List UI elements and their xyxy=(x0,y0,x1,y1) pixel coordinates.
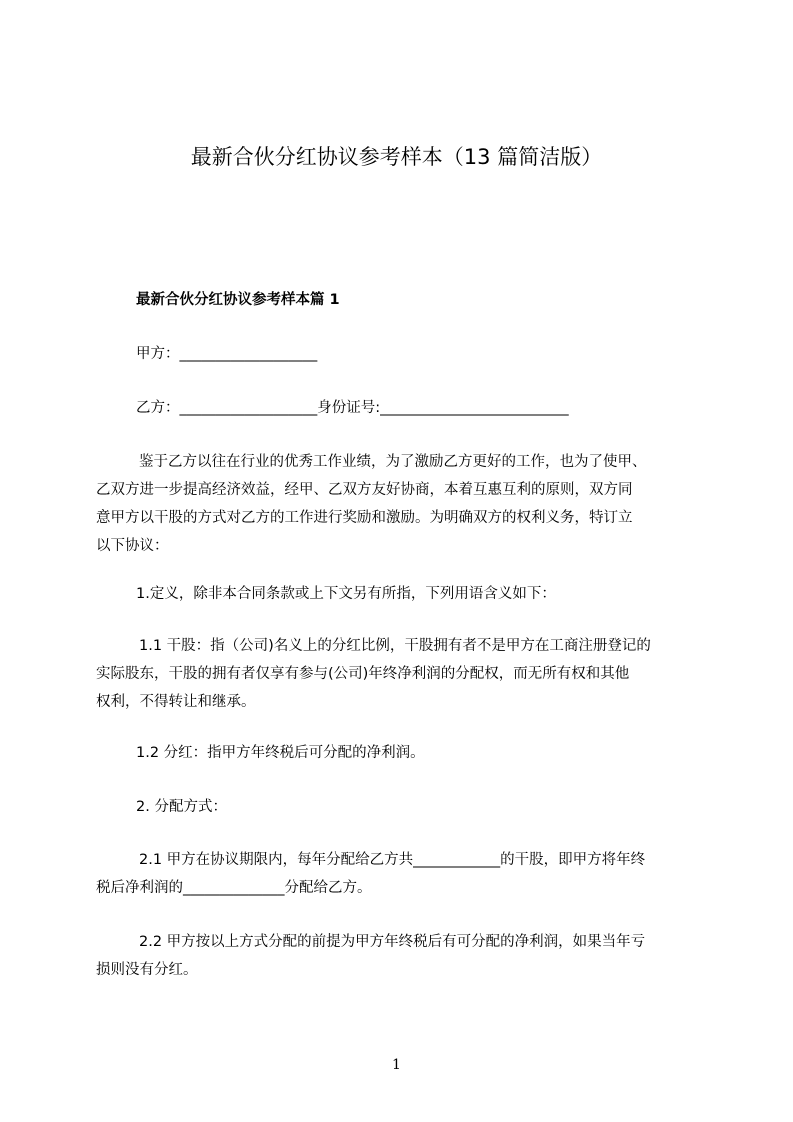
clause-line: 2.2 甲方按以上方式分配的前提为甲方年终税后有可分配的净利润，如果当年亏 xyxy=(139,934,646,950)
clause-1-2: 1.2 分红：指甲方年终税后可分配的净利润。 xyxy=(136,745,425,761)
intro-line: 以下协议： xyxy=(96,538,169,554)
clause-2: 2. 分配方式： xyxy=(136,799,227,815)
clause-line: 损则没有分红。 xyxy=(96,962,198,978)
clause-line: 税后净利润的______________分配给乙方。 xyxy=(96,880,372,896)
clause-2-1 xyxy=(96,846,699,902)
intro-line: 意甲方以干股的方式对乙方的工作进行奖励和激励。为明确双方的权利义务，特订立 xyxy=(96,510,633,526)
intro-line: 鉴于乙方以往在行业的优秀工作业绩，为了激励乙方更好的工作，也为了使甲、 xyxy=(139,454,647,470)
page-number: 1 xyxy=(392,1057,401,1073)
clause-1: 1.定义，除非本合同条款或上下文另有所指，下列用语含义如下： xyxy=(136,586,556,602)
clause-line: 实际股东，干股的拥有者仅享有参与(公司)年终净利润的分配权，而无所有权和其他 xyxy=(96,666,630,682)
clause-line: 权利，不得转让和继承。 xyxy=(96,694,256,710)
clause-line: 1.1 干股：指（公司)名义上的分红比例，干股拥有者不是甲方在工商注册登记的 xyxy=(139,638,651,654)
party-b-line: 乙方：___________________身份证号:__________________________ xyxy=(136,400,569,416)
clause-2-2 xyxy=(96,928,699,984)
intro-paragraph xyxy=(96,448,699,560)
party-a-line: 甲方：___________________ xyxy=(136,346,318,362)
section-heading: 最新合伙分红协议参考样本篇 1 xyxy=(136,292,340,308)
clause-line: 2.1 甲方在协议期限内，每年分配给乙方共____________的干股，即甲方将年终 xyxy=(139,852,646,868)
document-title: 最新合伙分红协议参考样本（13 篇简洁版） xyxy=(190,145,603,169)
intro-line: 乙双方进一步提高经济效益，经甲、乙双方友好协商，本着互惠互利的原则，双方同 xyxy=(96,482,633,498)
clause-1-1 xyxy=(96,632,699,716)
